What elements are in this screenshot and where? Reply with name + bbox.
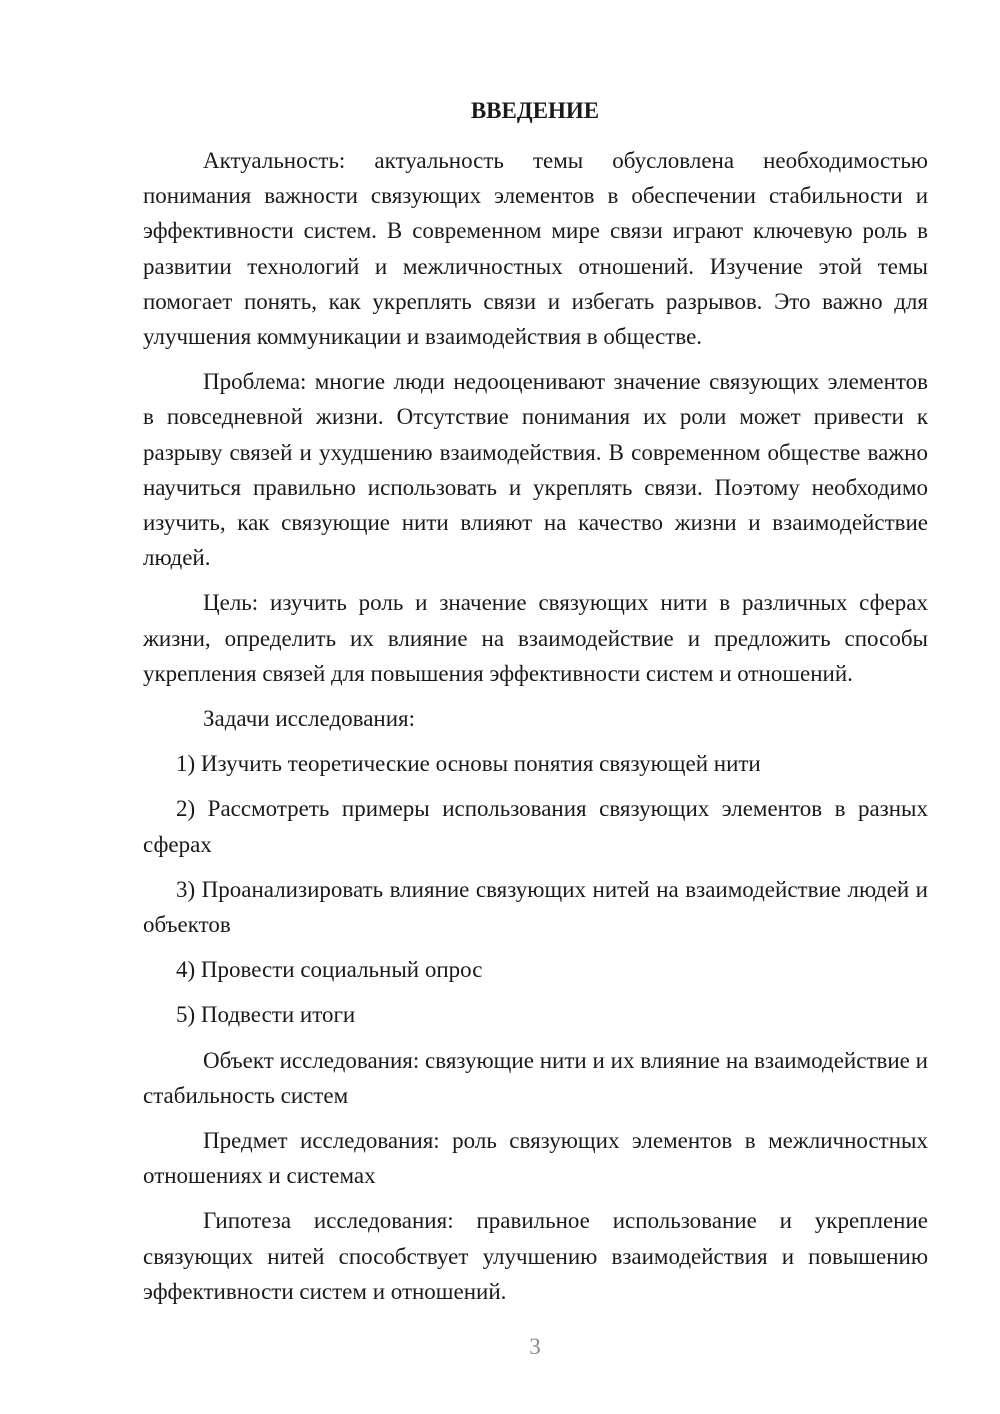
task-item-5: 5) Подвести итоги <box>176 1002 356 1028</box>
paragraph-relevance: Актуальность: актуальность темы обусловлена необходимостью понимания важности связующих элементов в обеспечении стабильности и эффективности систем. В современном мире связи играют ключевую роль в развитии технологий и межличностных отношений. Изучение этой темы помогает понять, как укреплять связи и избегать разрывов. Это важно для улучшения коммуникации и взаимодействия в обществе. <box>143 148 928 350</box>
paragraph-object: Объект исследования: связующие нити и их влияние на взаимодействие и стабильность систем <box>143 1047 928 1108</box>
task-item-1: 1) Изучить теоретические основы понятия связующей нити <box>176 751 761 777</box>
paragraph-subject: Предмет исследования: роль связующих элементов в межличностных отношениях и системах <box>143 1128 928 1189</box>
page-number: 3 <box>529 1334 541 1359</box>
tasks-heading: Задачи исследования: <box>203 706 416 732</box>
document-body <box>143 143 928 1309</box>
section-heading: ВВЕДЕНИЕ <box>470 98 600 123</box>
task-item-3: 3) Проанализировать влияние связующих нитей на взаимодействие людей и объектов <box>143 876 928 938</box>
task-item-2: 2) Рассмотреть примеры использования связующих элементов в разных сферах <box>143 796 928 857</box>
paragraph-problem: Проблема: многие люди недооценивают значение связующих элементов в повседневной жизни. Отсутствие понимания их роли может привести к разрыву связей и ухудшению взаимодействия. В современном обществе важно научиться правильно использовать и укреплять связи. Поэтому необходимо изучить, как связующие нити влияют на качество жизни и взаимодействие людей. <box>143 369 928 571</box>
paragraph-goal: Цель: изучить роль и значение связующих нити в различных сферах жизни, определить их влияние на взаимодействие и предложить способы укрепления связей для повышения эффективности систем и отношений. <box>143 590 928 686</box>
paragraph-hypothesis: Гипотеза исследования: правильное использование и укрепление связующих нитей способствует улучшению взаимодействия и повышению эффективности систем и отношений. <box>143 1208 928 1304</box>
task-item-4: 4) Провести социальный опрос <box>176 957 483 983</box>
